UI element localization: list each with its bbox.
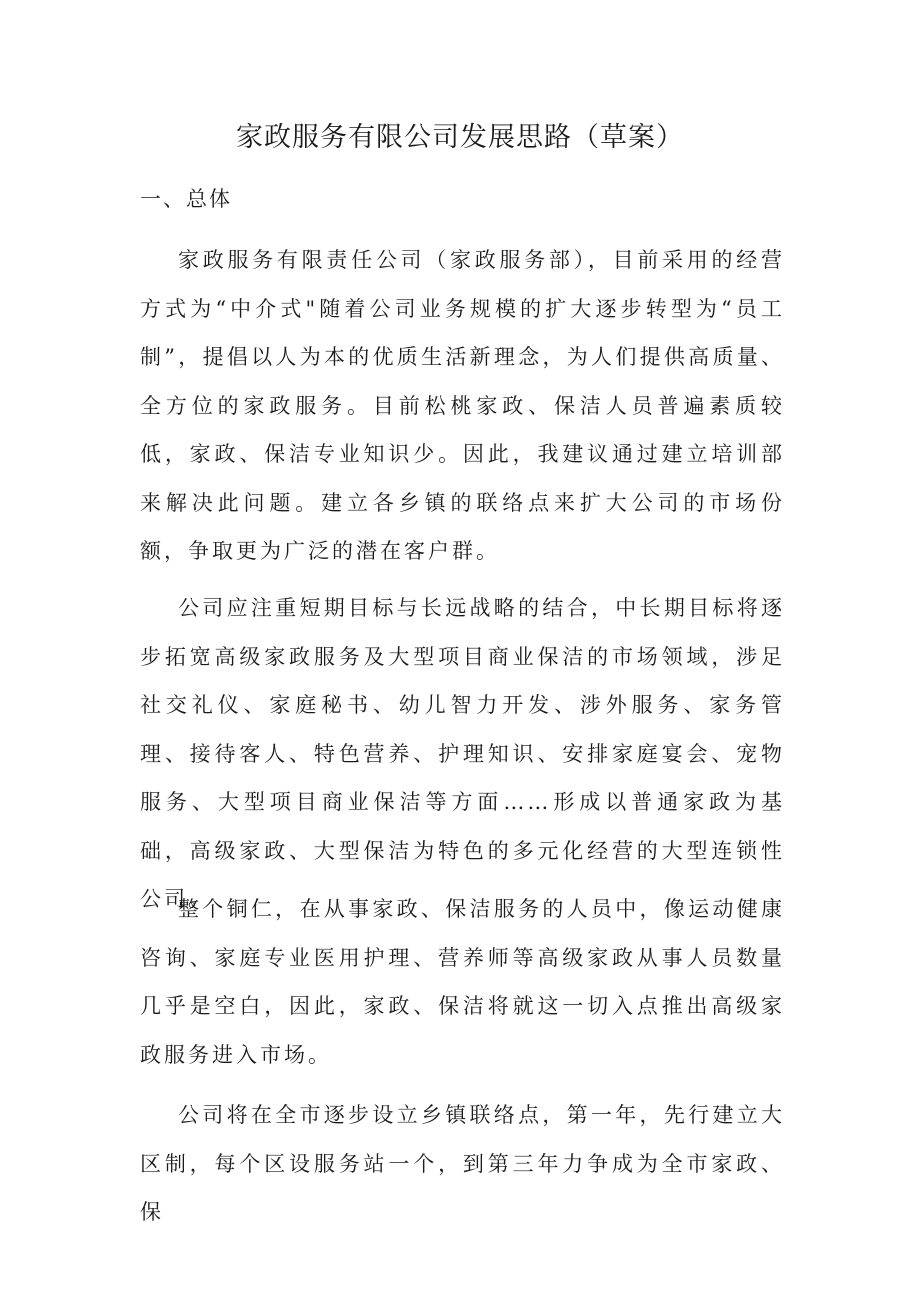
section-heading: 一、总体 xyxy=(140,187,232,211)
document-title: 家政服务有限公司发展思路（草案） xyxy=(236,122,684,153)
paragraph-1: 家政服务有限责任公司（家政服务部），目前采用的经营方式为“中介式"随着公司业务规模的扩大逐步转型为“员工制”，提倡以人为本的优质生活新理念，为人们提供高质量、全方位的家政服务。目前松桃家政、保洁人员普遍素质较低，家政、保洁专业知识少。因此，我建议通过建立培训部来解决此问题。建立各乡镇的联络点来扩大公司的市场份额，争取更为广泛的潜在客户群。 xyxy=(140,248,785,563)
paragraph-4: 公司将在全市逐步设立乡镇联络点，第一年，先行建立大区制，每个区设服务站一个，到第三年力争成为全市家政、保 xyxy=(140,1103,785,1224)
paragraph-3: 整个铜仁，在从事家政、保洁服务的人员中，像运动健康咨询、家庭专业医用护理、营养师等高级家政从事人员数量几乎是空白，因此，家政、保洁将就这一切入点推出高级家政服务进入市场。 xyxy=(140,897,785,1067)
paragraph-2: 公司应注重短期目标与长远战略的结合，中长期目标将逐步拓宽高级家政服务及大型项目商业保洁的市场领域，涉足社交礼仪、家庭秘书、幼儿智力开发、涉外服务、家务管理、接待客人、特色营养、护理知识、安排家庭宴会、宠物服务、大型项目商业保洁等方面……形成以普通家政为基础，高级家政、大型保洁为特色的多元化经营的大型连锁性公司。 xyxy=(140,596,785,911)
